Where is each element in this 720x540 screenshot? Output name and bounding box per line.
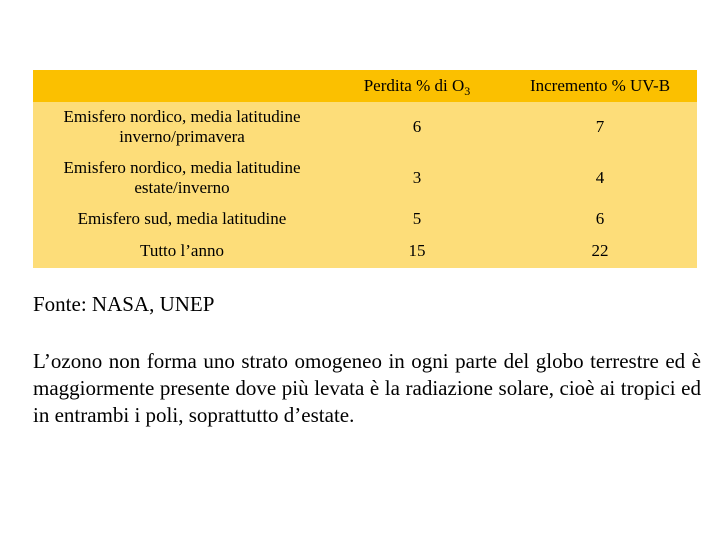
- table-row: [33, 152, 697, 204]
- row-label: Emisfero nordico, media latitudine inverno/primavera: [63, 107, 301, 146]
- body-paragraph: L’ozono non forma uno strato omogeneo in ogni parte del globo terrestre ed è maggiormente presente dove più levata è la radiazione solare, cioè ai tropici ed in entrambi i poli, soprattutto d’estate.: [33, 349, 701, 427]
- row-label: Emisfero nordico, media latitudine estate/inverno: [63, 158, 301, 197]
- row-label: Emisfero sud, media latitudine: [77, 209, 287, 228]
- row-uvb-increase: 22: [591, 241, 609, 260]
- table-row: [33, 204, 697, 234]
- row-ozone-loss: 15: [408, 241, 426, 260]
- table-row: [33, 234, 697, 268]
- row-ozone-loss: 3: [412, 168, 422, 187]
- row-uvb-increase: 7: [595, 117, 605, 136]
- row-uvb-increase: 6: [595, 209, 605, 228]
- row-label: Tutto l’anno: [140, 241, 224, 260]
- header-empty-cell: [33, 70, 331, 102]
- row-uvb-increase: 4: [595, 168, 605, 187]
- table-header-row: [33, 70, 697, 102]
- table-body: [33, 102, 697, 268]
- header-ozone-loss: Perdita % di $O_3$: [363, 76, 471, 98]
- row-ozone-loss: 6: [412, 117, 422, 136]
- header-uvb-increase: Incremento % UV-B: [529, 76, 671, 95]
- source-caption: Fonte: NASA, UNEP: [33, 292, 215, 316]
- ozone-table: [33, 70, 697, 268]
- table-row: [33, 102, 697, 152]
- row-ozone-loss: 5: [412, 209, 422, 228]
